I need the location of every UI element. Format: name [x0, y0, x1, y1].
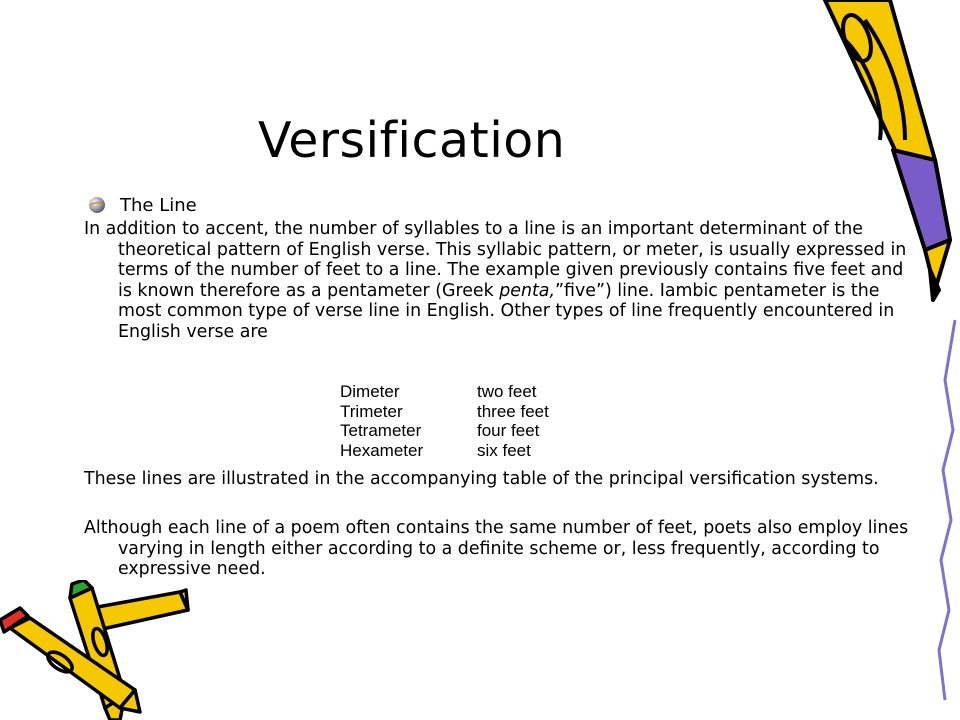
meter-name: Tetrameter	[340, 421, 422, 440]
paragraph-varying-lines: Although each line of a poem often contains the same number of feet, poets also employ lines varying in length either according to a definite scheme or, less frequently, according to expressive need.	[84, 518, 909, 579]
meter-feet: two feet	[477, 382, 537, 401]
table-row	[340, 402, 549, 422]
paragraph-italic: penta,	[499, 280, 555, 301]
meter-name: Hexameter	[340, 440, 424, 460]
table-row	[340, 382, 549, 402]
meter-feet: six feet	[477, 440, 531, 460]
meter-name: Dimeter	[340, 382, 400, 401]
pencil-icon	[0, 580, 200, 720]
bullet-item	[86, 194, 197, 216]
paragraph-illustrated: These lines are illustrated in the accompanying table of the principal versification systems.	[84, 469, 879, 489]
paragraph-text: In addition to accent, the number of syllables to a line is an important determinant of the theoretical pattern of English verse. This syllabic pattern, or meter, is usually expressed in terms of the number of feet to a line. The example given previously contains five feet and is known therefore as a pentameter (Greek	[84, 219, 907, 301]
slide-title: Versification	[258, 112, 566, 169]
bullet-sphere-icon	[86, 194, 108, 216]
paragraph-text: ”five”) line. Iambic pentameter is the most common type of verse line in English. Other types of line frequently encountered in English verse are	[118, 280, 895, 342]
meter-table	[340, 382, 549, 460]
meter-name: Trimeter	[340, 401, 403, 421]
pencil-icon	[805, 0, 960, 720]
table-row	[340, 441, 549, 461]
meter-feet: three feet	[477, 401, 549, 421]
bullet-text: The Line	[120, 194, 197, 216]
paragraph-line-length	[84, 219, 918, 342]
table-row	[340, 421, 549, 441]
meter-feet: four feet	[477, 421, 540, 440]
